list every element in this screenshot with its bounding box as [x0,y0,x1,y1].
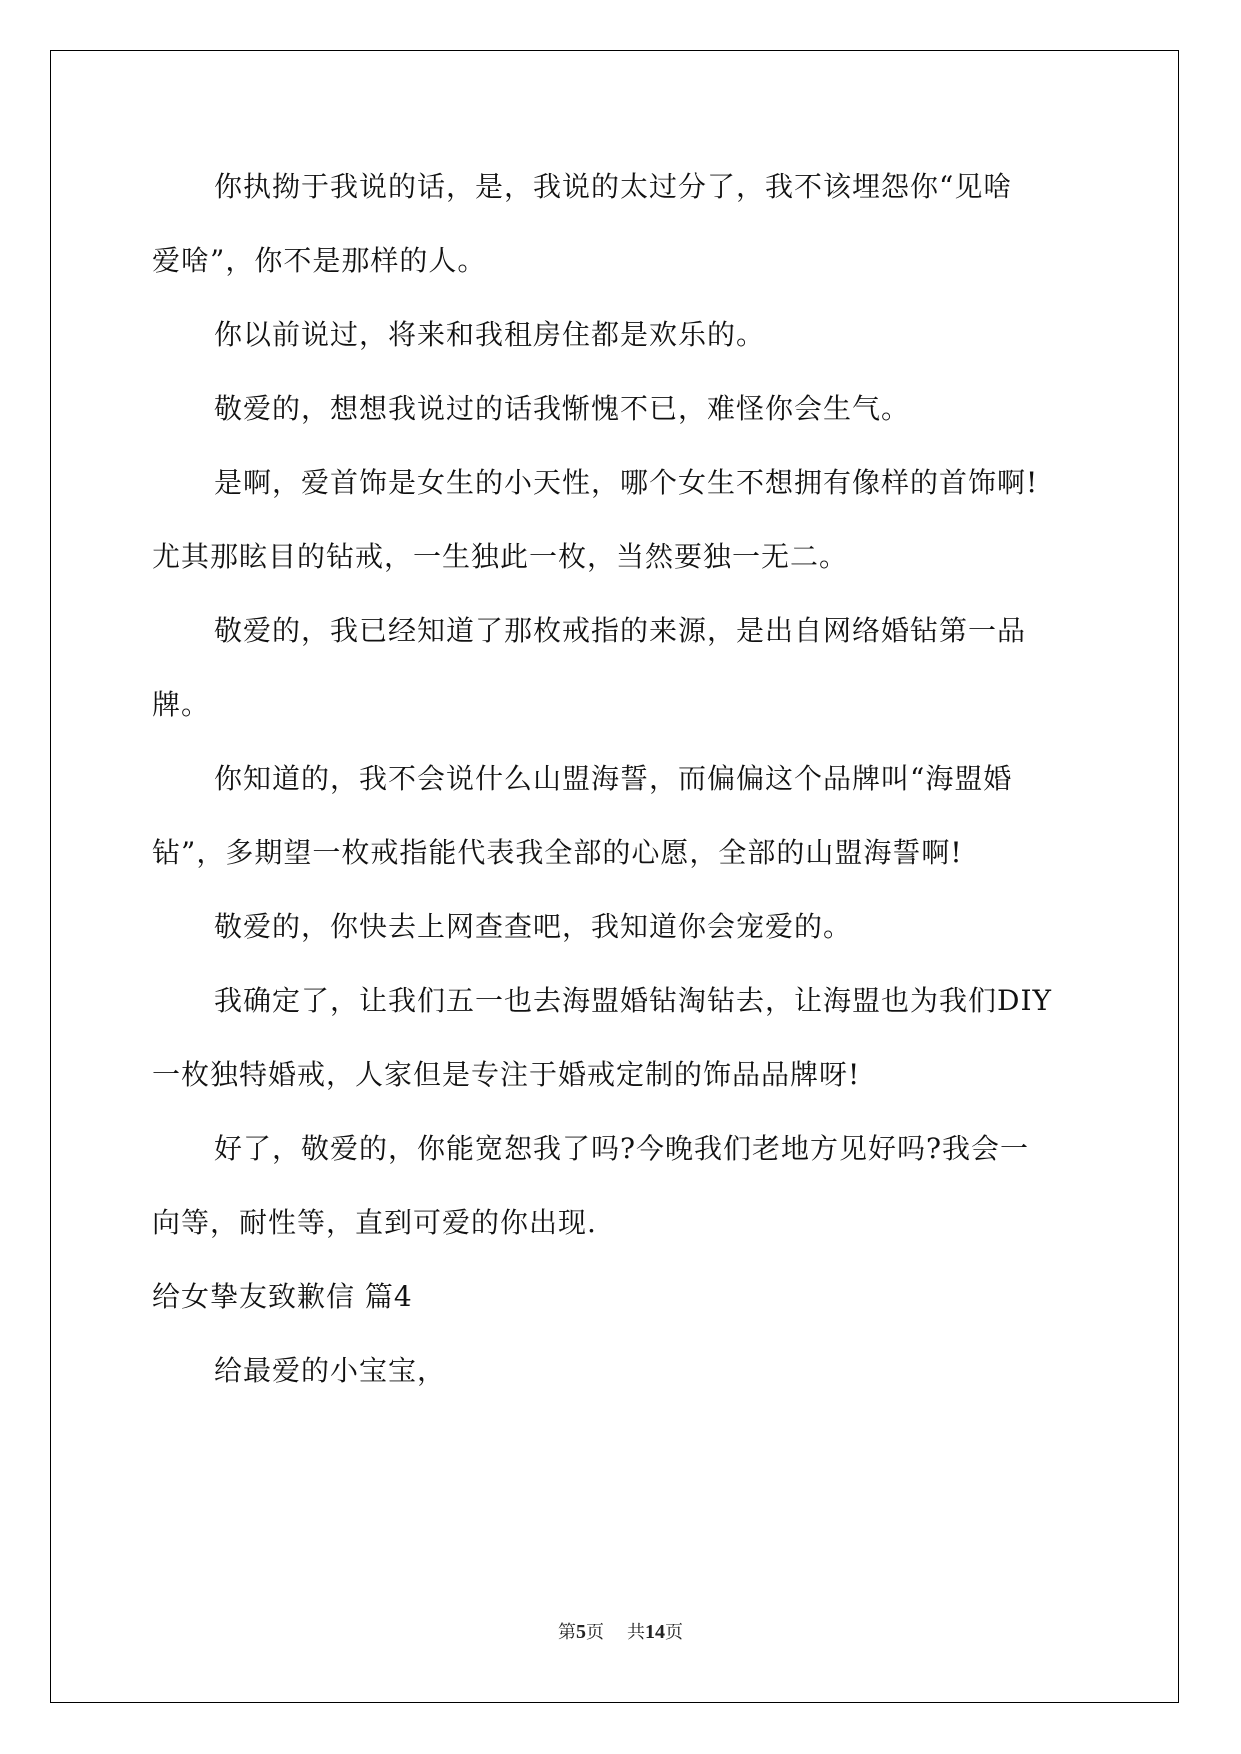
paragraph-line: 牌。 [152,688,211,721]
footer-total-prefix: 共 [626,1622,645,1643]
paragraph-line: 好了，敬爱的，你能宽恕我了吗?今晚我们老地方见好吗?我会一 [214,1132,1030,1165]
paragraph-line: 钻”，多期望一枚戒指能代表我全部的心愿，全部的山盟海誓啊! [152,836,963,869]
paragraph-line: 我确定了，让我们五一也去海盟婚钻淘钻去，让海盟也为我们DIY [214,984,1052,1017]
paragraph-line: 敬爱的，我已经知道了那枚戒指的来源，是出自网络婚钻第一品 [214,614,1027,647]
paragraph-line: 你知道的，我不会说什么山盟海誓，而偏偏这个品牌叫“海盟婚 [214,762,1013,795]
footer-page-unit: 页 [586,1622,605,1643]
paragraph-line: 你以前说过，将来和我租房住都是欢乐的。 [214,318,766,351]
paragraph-line: 敬爱的，想想我说过的话我惭愧不已，难怪你会生气。 [214,392,911,425]
paragraph-line: 爱啥”，你不是那样的人。 [152,244,487,277]
document-body [152,150,1086,1408]
footer-prefix: 第 [558,1622,577,1643]
page-number: 5 [576,1621,587,1643]
paragraph-line: 敬爱的，你快去上网查查吧，我知道你会宠爱的。 [214,910,853,943]
paragraph-line: 一枚独特婚戒，人家但是专注于婚戒定制的饰品品牌呀! [152,1058,861,1091]
paragraph-line: 给最爱的小宝宝， [214,1354,447,1387]
section-heading: 给女挚友致歉信 篇4 [152,1280,413,1313]
footer-total-unit: 页 [664,1622,683,1643]
paragraph-line: 尤其那眩目的钻戒，一生独此一枚，当然要独一无二。 [152,540,849,573]
paragraph-line: 是啊，爱首饰是女生的小天性，哪个女生不想拥有像样的首饰啊! [214,466,1039,499]
total-pages: 14 [644,1621,665,1643]
page-footer [0,1618,1241,1644]
paragraph-line: 你执拗于我说的话，是，我说的太过分了，我不该埋怨你“见啥 [214,170,1013,203]
paragraph-line: 向等，耐性等，直到可爱的你出现. [152,1206,597,1239]
